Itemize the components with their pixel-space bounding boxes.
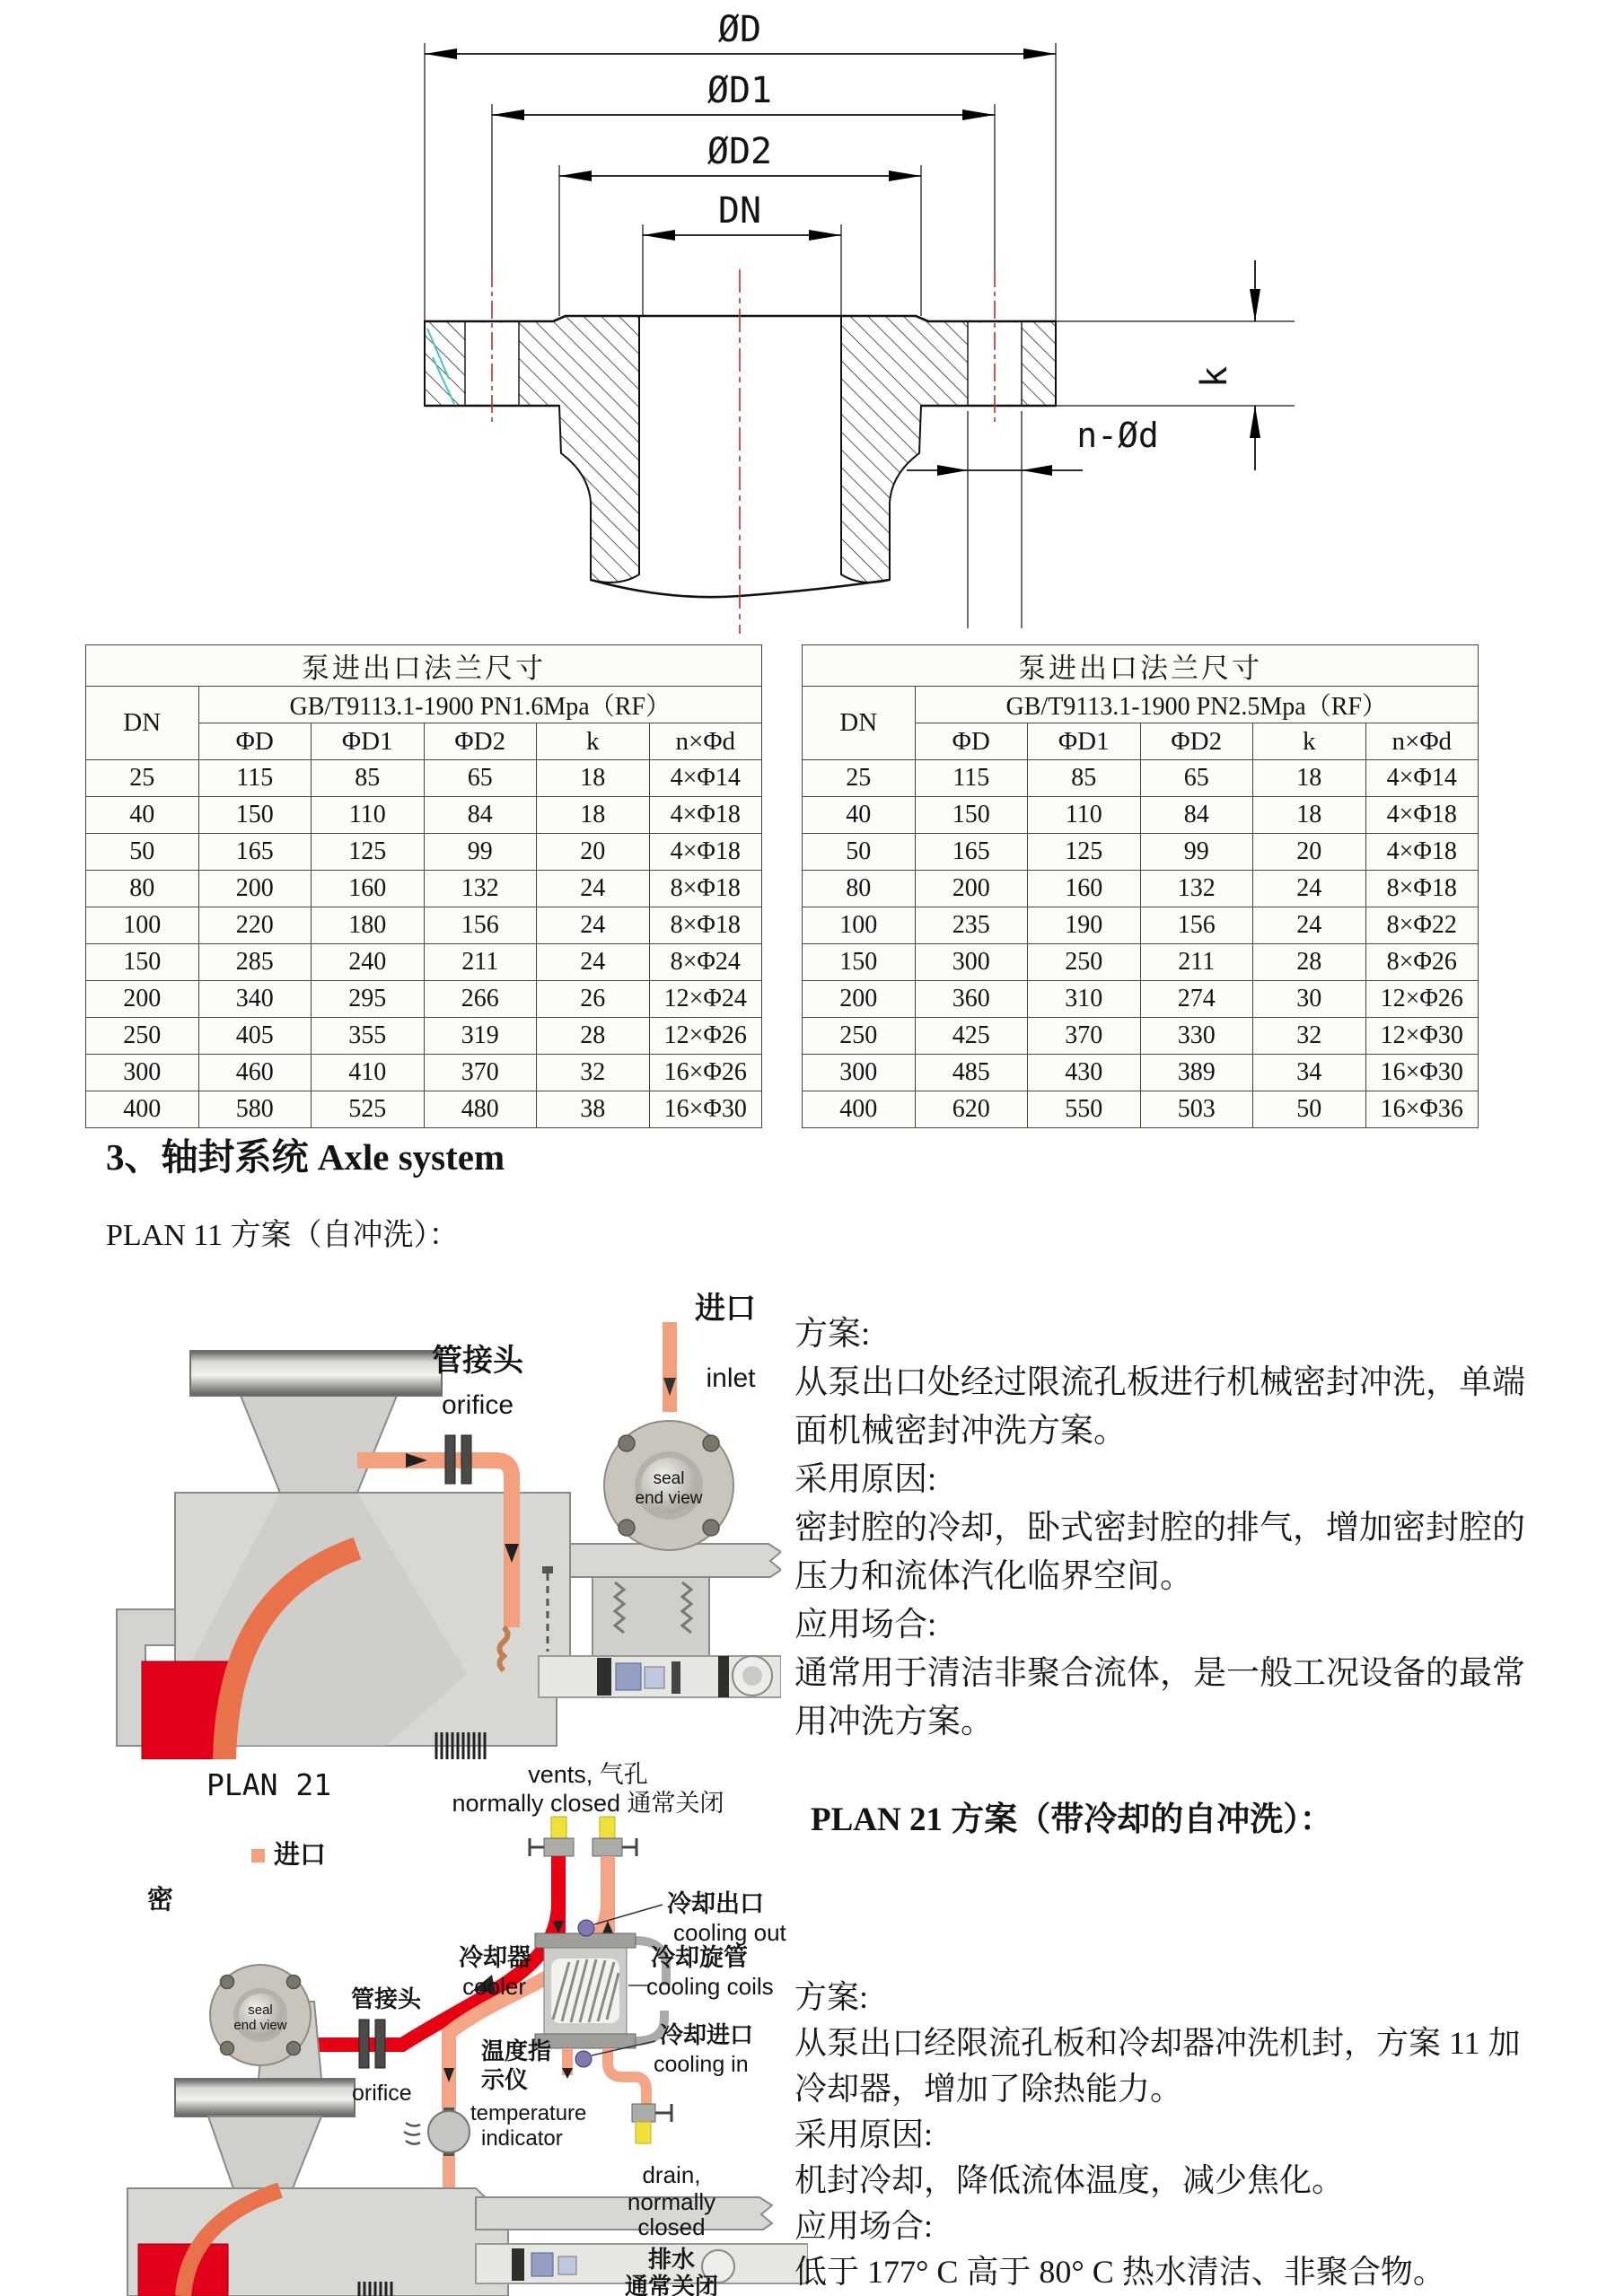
- table-row: [803, 797, 1479, 834]
- drain-label-cn: 通常关闭: [624, 2273, 719, 2296]
- table-cell: 24: [537, 944, 650, 981]
- flange-section-drawing: [0, 0, 1624, 655]
- column-header: ΦD2: [424, 723, 537, 760]
- table-title: 泵进出口法兰尺寸: [86, 645, 762, 687]
- drain-label: normally: [627, 2188, 716, 2215]
- cooling-out-port: [578, 1920, 594, 1936]
- table-cell: 65: [424, 760, 537, 797]
- table-cell: 525: [312, 1091, 425, 1128]
- table-cell: 190: [1028, 907, 1141, 944]
- table-cell: 8×Φ26: [1365, 944, 1479, 981]
- table-row: [86, 1091, 762, 1128]
- table-cell: 211: [1140, 944, 1253, 981]
- plan21-label-group: [206, 1761, 724, 1817]
- table-cell: 300: [86, 1055, 199, 1091]
- table-cell: 430: [1028, 1055, 1141, 1091]
- plan21-title: PLAN 21 方案（带冷却的自冲洗）：: [811, 1801, 1333, 1838]
- table-row: [86, 834, 762, 871]
- table-cell: 125: [312, 834, 425, 871]
- table-cell: 110: [1028, 797, 1141, 834]
- text-line: 方案:: [794, 1979, 869, 2015]
- table-cell: 125: [1028, 834, 1141, 871]
- dim-label-k: k: [1194, 365, 1235, 389]
- inlet-label-en: inlet: [706, 1363, 756, 1393]
- inlet-legend-swatch: [251, 1849, 265, 1862]
- table-standard: GB/T9113.1-1900 PN1.6Mpa（RF）: [198, 687, 762, 723]
- table-row: [803, 871, 1479, 907]
- table-cell: 156: [424, 907, 537, 944]
- table-cell: 150: [803, 944, 916, 981]
- plan11-title: PLAN 11 方案（自冲洗）：: [106, 1219, 460, 1252]
- table-cell: 160: [312, 871, 425, 907]
- inlet-label-cn: 进口: [695, 1292, 756, 1326]
- table-cell: 250: [86, 1018, 199, 1055]
- table-cell: 425: [915, 1018, 1028, 1055]
- table-cell: 503: [1140, 1091, 1253, 1128]
- table-cell: 485: [915, 1055, 1028, 1091]
- table-body: [86, 760, 762, 1128]
- table-row: [86, 1055, 762, 1091]
- table-cell: 132: [424, 871, 537, 907]
- table-cell: 4×Φ14: [1365, 760, 1479, 797]
- table-cell: 400: [803, 1091, 916, 1128]
- plan21-description: [794, 1975, 1607, 2295]
- flange-table-pn16: [85, 644, 762, 1128]
- seal-view-label: seal: [653, 1469, 685, 1488]
- table-cell: 211: [424, 944, 537, 981]
- table-cell: 4×Φ14: [649, 760, 762, 797]
- table-row: [86, 1018, 762, 1055]
- orifice-label-cn: 管接头: [432, 1344, 523, 1378]
- column-header-dn: DN: [86, 687, 199, 760]
- table-cell: 100: [86, 907, 199, 944]
- table-cell: 40: [803, 797, 916, 834]
- table-cell: 28: [1253, 944, 1366, 981]
- table-cell: 20: [1253, 834, 1366, 871]
- table-cell: 110: [312, 797, 425, 834]
- table-cell: 38: [537, 1091, 650, 1128]
- table-cell: 18: [537, 797, 650, 834]
- table-cell: 24: [1253, 871, 1366, 907]
- table-cell: 32: [1253, 1018, 1366, 1055]
- suction-flange: [190, 1351, 442, 1396]
- table-cell: 410: [312, 1055, 425, 1091]
- dim-label-dn: DN: [717, 190, 762, 232]
- cooling-in-port: [575, 2051, 592, 2067]
- section-heading: 3、轴封系统 Axle system: [106, 1136, 505, 1178]
- table-cell: 24: [537, 871, 650, 907]
- text-line: 密封腔的冷却，卧式密封腔的排气，增加密封腔的: [794, 1510, 1525, 1547]
- text-line: 低于 177° C 高于 80° C 热水清洁、非聚合物。: [794, 2254, 1445, 2290]
- cooling-out-cn: 冷却出口: [667, 1890, 764, 1917]
- table-cell: 580: [198, 1091, 312, 1128]
- table-cell: 300: [915, 944, 1028, 981]
- table-cell: 85: [1028, 760, 1141, 797]
- column-header: n×Φd: [649, 723, 762, 760]
- table-row: [86, 871, 762, 907]
- cooler-en: cooler: [462, 1973, 526, 2000]
- column-header: k: [1253, 723, 1366, 760]
- table-cell: 400: [86, 1091, 199, 1128]
- table-cell: 18: [1253, 760, 1366, 797]
- table-cell: 156: [1140, 907, 1253, 944]
- table-cell: 200: [915, 871, 1028, 907]
- table-cell: 16×Φ26: [649, 1055, 762, 1091]
- table-row: [803, 944, 1479, 981]
- table-cell: 80: [86, 871, 199, 907]
- inlet-stub: [663, 1322, 677, 1412]
- table-cell: 330: [1140, 1018, 1253, 1055]
- table-cell: 200: [198, 871, 312, 907]
- plan11-description: [794, 1310, 1607, 1747]
- orifice-cn: 管接头: [350, 1985, 422, 2012]
- drain-label-cn: 排水: [647, 2246, 696, 2273]
- table-cell: 165: [198, 834, 312, 871]
- cooling-in-en: cooling in: [654, 2052, 749, 2077]
- mi-label: 密: [147, 1886, 174, 1915]
- temp-cn: 温度指: [481, 2037, 552, 2064]
- table-cell: 50: [803, 834, 916, 871]
- table-cell: 24: [537, 907, 650, 944]
- text-line: 压力和流体汽化临界空间。: [794, 1558, 1193, 1595]
- text-line: 面机械密封冲洗方案。: [794, 1413, 1127, 1450]
- table-cell: 25: [86, 760, 199, 797]
- seal-view-label: end view: [233, 2018, 287, 2033]
- table-cell: 8×Φ18: [649, 871, 762, 907]
- table-cell: 235: [915, 907, 1028, 944]
- text-line: 应用场合:: [794, 1607, 937, 1643]
- table-cell: 50: [1253, 1091, 1366, 1128]
- table-cell: 8×Φ18: [1365, 871, 1479, 907]
- table-cell: 370: [1028, 1018, 1141, 1055]
- table-cell: 355: [312, 1018, 425, 1055]
- coils-cn: 冷却旋管: [651, 1944, 748, 1971]
- table-cell: 180: [312, 907, 425, 944]
- column-header: ΦD1: [1028, 723, 1141, 760]
- table-row: [803, 1091, 1479, 1128]
- cooler-cn: 冷却器: [459, 1944, 531, 1971]
- table-cell: 85: [312, 760, 425, 797]
- column-header: n×Φd: [1365, 723, 1479, 760]
- table-row: [803, 1018, 1479, 1055]
- table-cell: 115: [915, 760, 1028, 797]
- text-line: 通常用于清洁非聚合流体，是一般工况设备的最常: [794, 1655, 1525, 1692]
- plan21-label: PLAN 21: [206, 1767, 332, 1802]
- flange-table-pn25: [802, 644, 1479, 1128]
- table-cell: 300: [803, 1055, 916, 1091]
- table-cell: 12×Φ26: [649, 1018, 762, 1055]
- table-cell: 18: [537, 760, 650, 797]
- table-row: [803, 760, 1479, 797]
- table-cell: 26: [537, 981, 650, 1018]
- text-line: 机封冷却，降低流体温度，减少焦化。: [794, 2162, 1345, 2198]
- table-row: [86, 944, 762, 981]
- table-row: [803, 981, 1479, 1018]
- table-cell: 4×Φ18: [649, 834, 762, 871]
- table-cell: 84: [424, 797, 537, 834]
- text-line: 冷却器，增加了除热能力。: [794, 2071, 1183, 2107]
- table-cell: 165: [915, 834, 1028, 871]
- table-cell: 550: [1028, 1091, 1141, 1128]
- table-cell: 4×Φ18: [1365, 834, 1479, 871]
- drain-label: closed: [637, 2213, 706, 2240]
- coils-en: cooling coils: [646, 1973, 774, 2000]
- temperature-indicator: [404, 2108, 470, 2156]
- dim-label-nod: n-Ød: [1076, 416, 1159, 455]
- cooling-in-cn: 冷却进口: [660, 2021, 754, 2048]
- table-cell: 360: [915, 981, 1028, 1018]
- table-cell: 8×Φ24: [649, 944, 762, 981]
- cooling-out-en: cooling out: [673, 1919, 786, 1946]
- table-cell: 266: [424, 981, 537, 1018]
- table-cell: 12×Φ30: [1365, 1018, 1479, 1055]
- table-cell: 310: [1028, 981, 1141, 1018]
- orifice-en: orifice: [352, 2081, 412, 2106]
- table-cell: 16×Φ30: [1365, 1055, 1479, 1091]
- dim-label-od: ØD: [717, 9, 762, 50]
- temp-en: temperature: [470, 2101, 587, 2125]
- vent-valves: [530, 1817, 636, 1856]
- orifice-plate: [445, 1435, 455, 1484]
- table-cell: 200: [86, 981, 199, 1018]
- table-cell: 115: [198, 760, 312, 797]
- text-line: 从泵出口处经过限流孔板进行机械密封冲洗，单端: [794, 1364, 1525, 1401]
- table-cell: 319: [424, 1018, 537, 1055]
- table-cell: 370: [424, 1055, 537, 1091]
- table-row: [803, 1055, 1479, 1091]
- text-line: 从泵出口经限流孔板和冷却器冲洗机封，方案 11 加: [794, 2025, 1521, 2061]
- table-cell: 340: [198, 981, 312, 1018]
- table-cell: 50: [86, 834, 199, 871]
- plan11-diagram: [90, 1270, 781, 1759]
- table-cell: 18: [1253, 797, 1366, 834]
- table-cell: 40: [86, 797, 199, 834]
- table-cell: 480: [424, 1091, 537, 1128]
- table-cell: 12×Φ24: [649, 981, 762, 1018]
- table-cell: 200: [803, 981, 916, 1018]
- table-cell: 150: [198, 797, 312, 834]
- text-line: 应用场合:: [794, 2208, 934, 2244]
- table-cell: 16×Φ30: [649, 1091, 762, 1128]
- table-cell: 8×Φ18: [649, 907, 762, 944]
- seal-view-label: end view: [635, 1489, 703, 1508]
- table-cell: 460: [198, 1055, 312, 1091]
- table-cell: 150: [915, 797, 1028, 834]
- table-cell: 4×Φ18: [1365, 797, 1479, 834]
- table-cell: 12×Φ26: [1365, 981, 1479, 1018]
- text-line: 采用原因:: [794, 2116, 934, 2152]
- vents-label: normally closed 通常关闭: [452, 1790, 724, 1817]
- table-row: [86, 907, 762, 944]
- table-cell: 250: [1028, 944, 1141, 981]
- seal-end-view: [604, 1421, 733, 1550]
- table-cell: 620: [915, 1091, 1028, 1128]
- table-row: [803, 834, 1479, 871]
- table-cell: 8×Φ22: [1365, 907, 1479, 944]
- table-row: [86, 760, 762, 797]
- drain-valve: [632, 2104, 655, 2122]
- table-cell: 132: [1140, 871, 1253, 907]
- table-body: [803, 760, 1479, 1128]
- table-cell: 250: [803, 1018, 916, 1055]
- flange-cross-section: [425, 269, 1056, 634]
- table-cell: 20: [537, 834, 650, 871]
- table-cell: 32: [537, 1055, 650, 1091]
- table-cell: 34: [1253, 1055, 1366, 1091]
- drain-label: drain,: [642, 2161, 701, 2188]
- orifice-plate: [461, 1435, 471, 1484]
- column-header: ΦD: [915, 723, 1028, 760]
- seal-view-label: seal: [248, 2002, 273, 2018]
- column-header: k: [537, 723, 650, 760]
- table-cell: 100: [803, 907, 916, 944]
- dim-dn: [643, 190, 841, 316]
- table-row: [86, 797, 762, 834]
- table-cell: 4×Φ18: [649, 797, 762, 834]
- temp-cn: 示仪: [481, 2066, 529, 2093]
- vents-label: vents, 气孔: [528, 1761, 648, 1788]
- table-row: [86, 981, 762, 1018]
- seal-end-view: [210, 1965, 311, 2065]
- table-cell: 28: [537, 1018, 650, 1055]
- table-cell: 65: [1140, 760, 1253, 797]
- plan21-diagram: [90, 1759, 808, 2296]
- dim-nod: [907, 411, 1159, 628]
- table-cell: 84: [1140, 797, 1253, 834]
- orifice-label-en: orifice: [441, 1390, 514, 1420]
- table-cell: 295: [312, 981, 425, 1018]
- table-cell: 80: [803, 871, 916, 907]
- text-line: 方案:: [794, 1316, 871, 1353]
- table-standard: GB/T9113.1-1900 PN2.5Mpa（RF）: [915, 687, 1479, 723]
- table-cell: 25: [803, 760, 916, 797]
- table-cell: 285: [198, 944, 312, 981]
- table-cell: 405: [198, 1018, 312, 1055]
- table-cell: 99: [424, 834, 537, 871]
- table-cell: 274: [1140, 981, 1253, 1018]
- table-title: 泵进出口法兰尺寸: [803, 645, 1479, 687]
- table-cell: 160: [1028, 871, 1141, 907]
- column-header-dn: DN: [803, 687, 916, 760]
- table-cell: 389: [1140, 1055, 1253, 1091]
- table-cell: 24: [1253, 907, 1366, 944]
- table-cell: 99: [1140, 834, 1253, 871]
- text-line: 用冲洗方案。: [794, 1704, 994, 1740]
- orifice-plate: [359, 2020, 369, 2068]
- table-cell: 220: [198, 907, 312, 944]
- column-header: ΦD: [198, 723, 312, 760]
- text-line: 采用原因:: [794, 1461, 937, 1498]
- dim-label-od2: ØD2: [707, 131, 773, 172]
- dim-label-od1: ØD1: [707, 70, 773, 111]
- table-cell: 30: [1253, 981, 1366, 1018]
- table-cell: 240: [312, 944, 425, 981]
- inlet-label-cn: 进口: [274, 1841, 327, 1870]
- orifice-plate: [375, 2020, 385, 2068]
- column-header: ΦD2: [1140, 723, 1253, 760]
- table-row: [803, 907, 1479, 944]
- temp-en: indicator: [481, 2126, 563, 2151]
- column-header: ΦD1: [312, 723, 425, 760]
- table-cell: 150: [86, 944, 199, 981]
- table-cell: 16×Φ36: [1365, 1091, 1479, 1128]
